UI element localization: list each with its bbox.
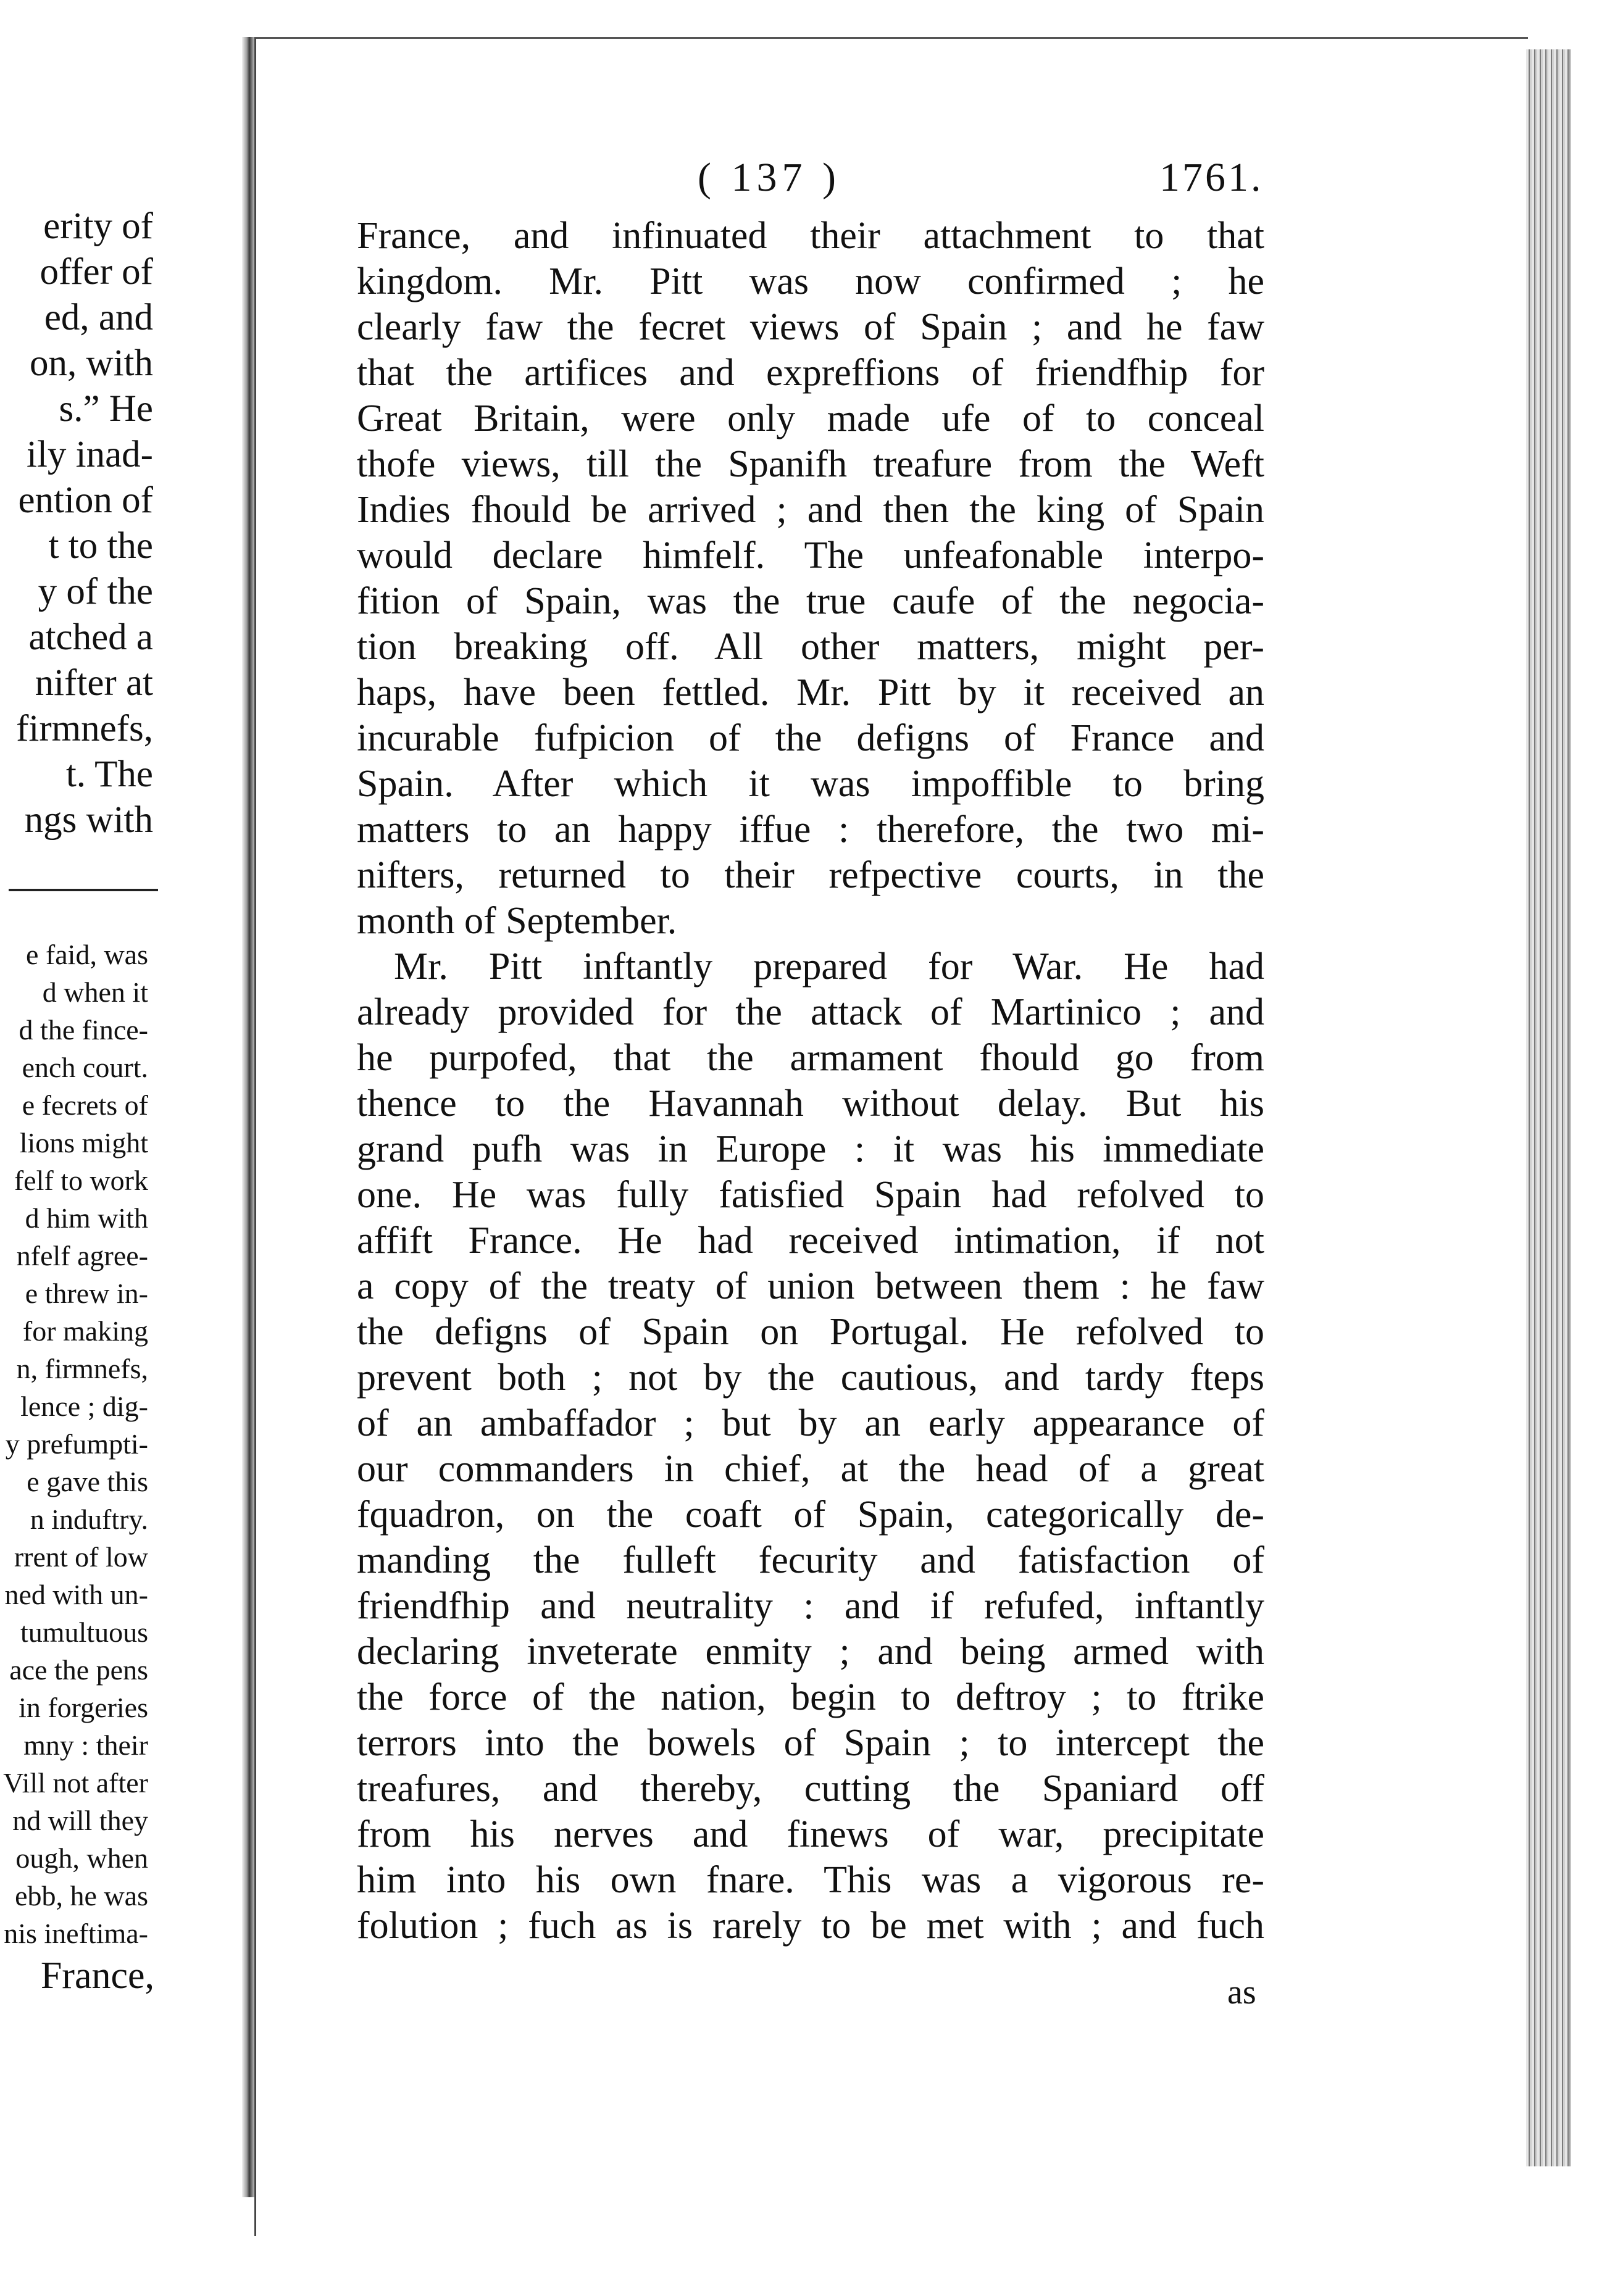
text-line: thofe views, till the Spanifh treafure from the Weft — [357, 443, 1264, 485]
footnote-line: e gave this — [27, 1466, 148, 1497]
text-line: already provided for the attack of Martinico ; and — [357, 991, 1264, 1033]
text-line: one. He was fully fatisfied Spain had refolved to — [357, 1174, 1264, 1216]
facing-text-line: erity of — [43, 206, 153, 247]
facing-page — [0, 0, 247, 2296]
text-line: from his nerves and finews of war, precipitate — [357, 1813, 1264, 1855]
footnote-line: ace the pens — [9, 1654, 148, 1686]
footnote-line: felf to work — [14, 1165, 148, 1196]
text-line: manding the fulleft fecurity and fatisfaction of — [357, 1539, 1264, 1581]
text-line: affift France. He had received intimation, if not — [357, 1220, 1264, 1262]
footnote-line: d him with — [25, 1202, 148, 1234]
text-line: prevent both ; not by the cautious, and tardy fteps — [357, 1357, 1264, 1399]
text-line: France, and infinuated their attachment to that — [357, 215, 1264, 257]
footnote-line: mny : their — [23, 1729, 148, 1761]
text-line: Mr. Pitt inftantly prepared for War. He had — [394, 946, 1264, 988]
facing-text-line: offer of — [40, 251, 153, 293]
text-line: matters to an happy iffue : therefore, the two mi- — [357, 809, 1264, 851]
text-line: clearly faw the fecret views of Spain ; and he faw — [357, 306, 1264, 348]
footnote-line: e faid, was — [26, 939, 148, 970]
facing-page-body — [0, 204, 153, 843]
facing-text-line: firmnefs, — [16, 708, 153, 749]
footnote-line: nd will they — [12, 1805, 148, 1836]
footnote-line: ned with un- — [4, 1579, 148, 1610]
footnote-line: e fecrets of — [22, 1089, 148, 1121]
page-edges — [1526, 49, 1571, 2166]
text-line: he purpofed, that the armament fhould go from — [357, 1037, 1264, 1079]
facing-text-line: atched a — [28, 617, 153, 658]
facing-text-line: ention of — [18, 480, 153, 521]
footnote-line: e threw in- — [25, 1278, 148, 1309]
text-line: folution ; fuch as is rarely to be met with ; and fuch — [357, 1905, 1264, 1947]
text-line: terrors into the bowels of Spain ; to intercept the — [357, 1722, 1264, 1764]
facing-text-line: ngs with — [24, 799, 153, 841]
page-body-text — [357, 213, 1264, 1949]
text-line: of an ambaffador ; but by an early appearance of — [357, 1402, 1264, 1444]
footnote-line: ench court. — [22, 1052, 148, 1083]
text-line: incurable fufpicion of the defigns of France and — [357, 717, 1264, 759]
footnote-line: nfelf agree- — [16, 1240, 148, 1271]
footnote-line: Vill not after — [3, 1767, 148, 1799]
footnote-line: nis ineftima- — [4, 1918, 148, 1949]
footnote-line: n induftry. — [30, 1504, 148, 1535]
footnote-line: d the fince- — [19, 1014, 148, 1046]
footnote-line: ebb, he was — [15, 1880, 148, 1911]
text-line: haps, have been fettled. Mr. Pitt by it received an — [357, 672, 1264, 713]
text-line: our commanders in chief, at the head of a great — [357, 1448, 1264, 1490]
footnote-line: lence ; dig- — [20, 1391, 148, 1422]
text-line: Spain. After which it was impoffible to bring — [357, 763, 1264, 805]
text-line: kingdom. Mr. Pitt was now confirmed ; he — [357, 260, 1264, 302]
footnote-line: in forgeries — [19, 1692, 148, 1723]
text-line: fition of Spain, was the true caufe of the negocia- — [357, 580, 1264, 622]
facing-text-line: t. The — [65, 754, 153, 795]
facing-text-line: ed, and — [44, 297, 153, 338]
facing-text-line: nifter at — [35, 662, 153, 704]
book-gutter — [242, 37, 254, 2197]
text-line: treafures, and thereby, cutting the Spaniard off — [357, 1768, 1264, 1810]
footnote-line: lions might — [19, 1127, 148, 1158]
text-line: friendfhip and neutrality : and if refufed, inftantly — [357, 1585, 1264, 1627]
facing-page-footnotes — [0, 936, 148, 1952]
text-line: Great Britain, were only made ufe of to conceal — [357, 397, 1264, 439]
footnote-line: tumultuous — [20, 1616, 148, 1648]
text-line: declaring inveterate enmity ; and being armed with — [357, 1631, 1264, 1673]
page-number: ( 137 ) — [698, 155, 841, 200]
text-line: the force of the nation, begin to deftroy ; to ftrike — [357, 1676, 1264, 1718]
footnote-line: ough, when — [15, 1842, 148, 1874]
footnote-line: y prefumpti- — [5, 1428, 148, 1460]
facing-text-line: s.” He — [59, 388, 153, 430]
facing-text-line: y of the — [38, 571, 153, 612]
catchword: as — [1227, 1973, 1256, 2011]
text-line: would declare himfelf. The unfeafonable interpo- — [357, 534, 1264, 576]
facing-text-line: on, with — [30, 343, 153, 384]
footnote-line: d when it — [42, 976, 148, 1008]
footnote-line: n, firmnefs, — [16, 1353, 148, 1384]
text-line: Indies fhould be arrived ; and then the king of Spain — [357, 489, 1264, 531]
running-year: 1761. — [1159, 155, 1264, 200]
facing-text-line: t to the — [48, 525, 153, 567]
text-line: the defigns of Spain on Portugal. He refolved to — [357, 1311, 1264, 1353]
text-line: him into his own fnare. This was a vigorous re- — [357, 1859, 1264, 1901]
text-line: tion breaking off. All other matters, might per- — [357, 626, 1264, 668]
text-line: a copy of the treaty of union between them : he faw — [357, 1265, 1264, 1307]
footnote-line: for making — [22, 1315, 148, 1347]
footnote-line: rrent of low — [14, 1541, 148, 1573]
text-line: month of September. — [357, 900, 677, 942]
text-line: fquadron, on the coaft of Spain, categorically de- — [357, 1494, 1264, 1536]
text-line: that the artifices and expreffions of friendfhip for — [357, 352, 1264, 394]
facing-text-line: ily inad- — [27, 434, 153, 475]
text-line: thence to the Havannah without delay. But his — [357, 1083, 1264, 1125]
facing-page-catchword: France, — [40, 1955, 154, 1997]
footnote-rule — [9, 889, 158, 891]
text-line: nifters, returned to their refpective courts, in the — [357, 854, 1264, 896]
text-line: grand pufh was in Europe : it was his immediate — [357, 1128, 1264, 1170]
